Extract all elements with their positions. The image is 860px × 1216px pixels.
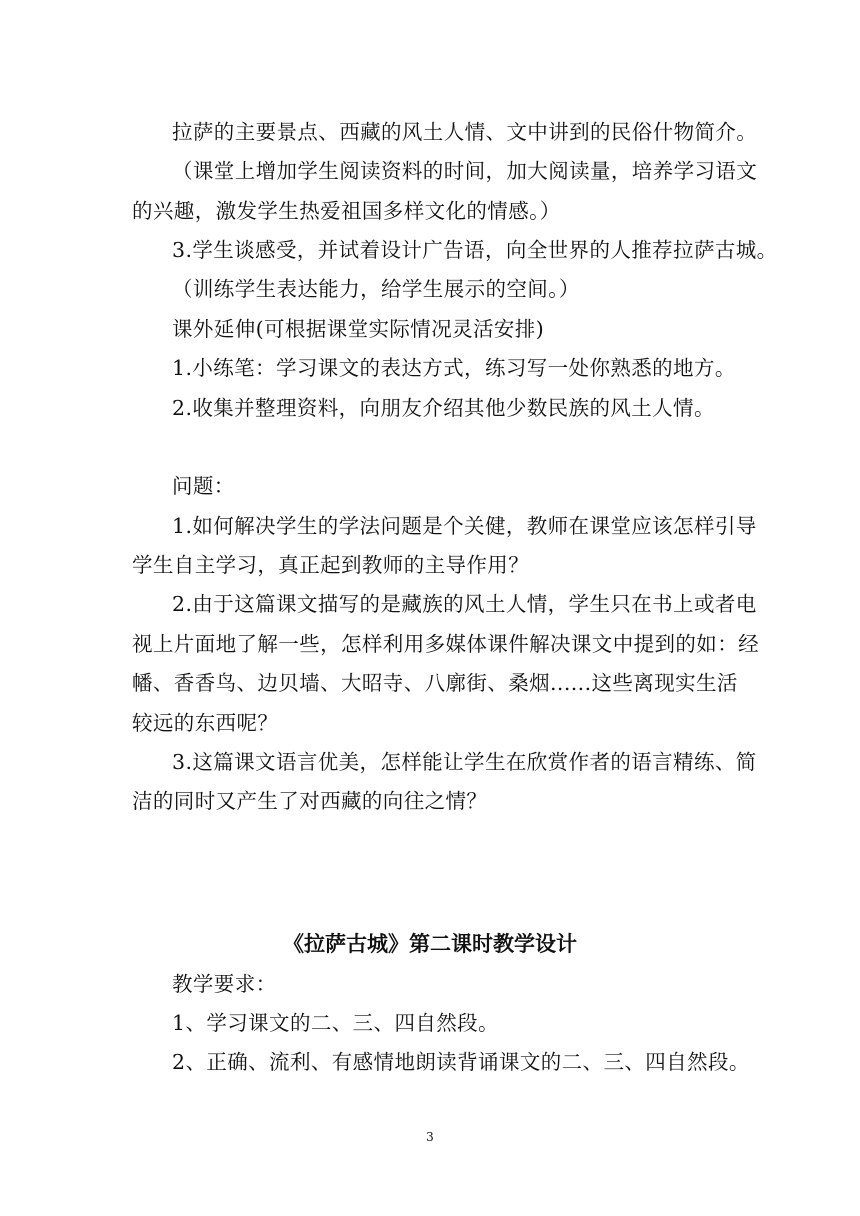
paragraph-line: 2、正确、流利、有感情地朗读背诵课文的二、三、四自然段。 [172, 1050, 750, 1074]
paragraph-line: 3.学生谈感受，并试着设计广告语，向全世界的人推荐拉萨古城。 [172, 238, 778, 262]
paragraph-line: 洁的同时又产生了对西藏的向往之情？ [132, 789, 488, 813]
paragraph-line: 较远的东西呢？ [132, 711, 279, 735]
section-heading: 教学要求： [172, 972, 277, 996]
paragraph-line: （课堂上增加学生阅读资料的时间，加大阅读量，培养学习语文 [172, 159, 758, 183]
paragraph-line: 拉萨的主要景点、西藏的风土人情、文中讲到的民俗什物简介。 [172, 120, 758, 144]
paragraph-line: 课外延伸(可根据课堂实际情况灵活安排) [172, 317, 545, 341]
paragraph-line: （训练学生表达能力，给学生展示的空间。） [172, 277, 580, 301]
questions-heading: 问题： [172, 474, 235, 498]
paragraph-line: 的兴趣，激发学生热爱祖国多样文化的情感。） [132, 199, 561, 223]
paragraph-line: 1.如何解决学生的学法问题是个关健，教师在课堂应该怎样引导 [172, 514, 757, 538]
paragraph-line: 2.收集并整理资料，向朋友介绍其他少数民族的风土人情。 [172, 396, 715, 420]
paragraph-line: 1.小练笔：学习课文的表达方式，练习写一处你熟悉的地方。 [172, 356, 736, 380]
paragraph-line: 2.由于这篇课文描写的是藏族的风土人情，学生只在书上或者电 [172, 592, 757, 616]
paragraph-line: 1、学习课文的二、三、四自然段。 [172, 1011, 499, 1035]
section-title: 《拉萨古城》第二课时教学设计 [283, 931, 577, 956]
paragraph-line: 学生自主学习，真正起到教师的主导作用？ [132, 553, 530, 577]
page-number: 3 [426, 1130, 434, 1144]
paragraph-line: 视上片面地了解一些，怎样利用多媒体课件解决课文中提到的如：经 [132, 632, 759, 656]
paragraph-line: 3.这篇课文语言优美，怎样能让学生在欣赏作者的语言精练、简 [172, 750, 757, 774]
paragraph-line: 幡、香香鸟、边贝墙、大昭寺、八廓街、桑烟......这些离现实生活 [132, 671, 738, 695]
